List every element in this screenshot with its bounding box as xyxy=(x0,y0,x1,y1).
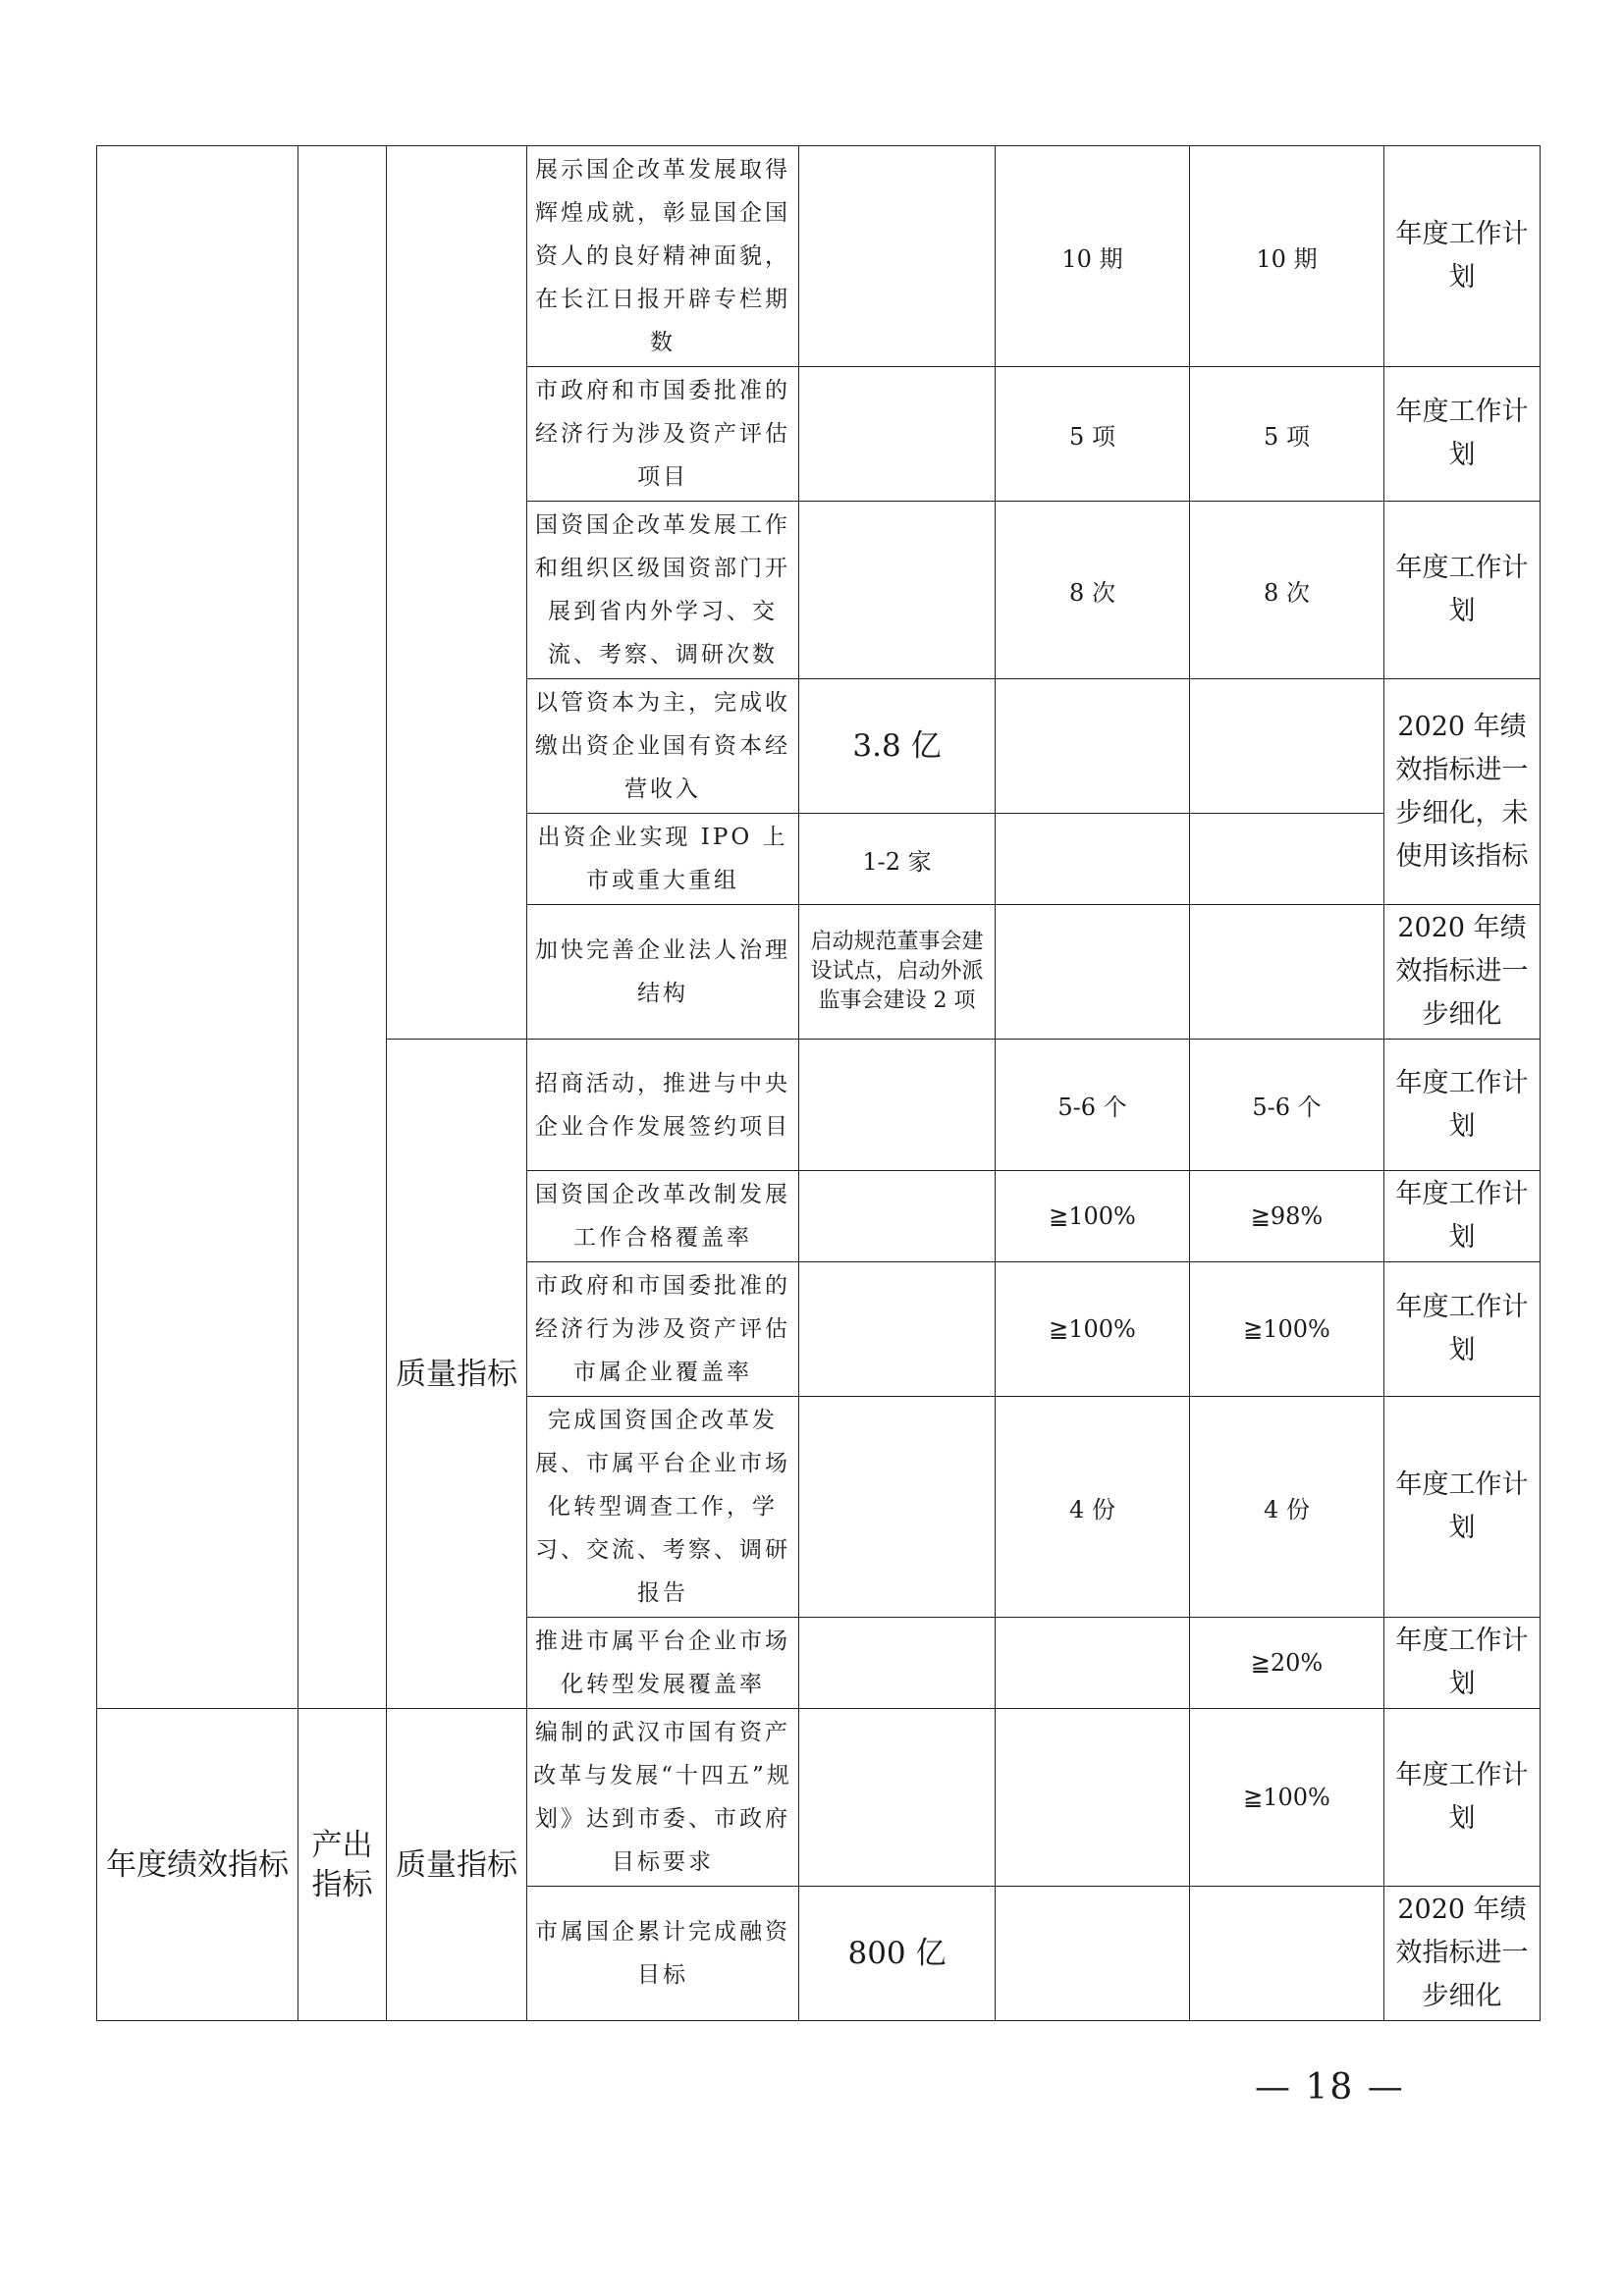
indicator-desc: 推进市属平台企业市场化转型发展覆盖率 xyxy=(527,1618,799,1709)
indicator-desc: 市政府和市国委批准的经济行为涉及资产评估市属企业覆盖率 xyxy=(527,1262,799,1397)
indicator-desc: 出资企业实现 IPO 上市或重大重组 xyxy=(527,814,799,905)
value-2019 xyxy=(799,1397,996,1618)
indicator-desc: 国资国企改革改制发展工作合格覆盖率 xyxy=(527,1171,799,1262)
value-2019 xyxy=(799,146,996,367)
target-2020 xyxy=(996,1887,1190,2021)
indicator-desc: 招商活动，推进与中央企业合作发展签约项目 xyxy=(527,1040,799,1171)
actual-value: 5-6 个 xyxy=(1190,1040,1384,1171)
indicator-desc: 加快完善企业法人治理结构 xyxy=(527,905,799,1040)
actual-value xyxy=(1190,679,1384,814)
actual-value: ≧100% xyxy=(1190,1709,1384,1887)
indicator-desc: 国资国企改革发展工作和组织区级国资部门开展到省内外学习、交流、考察、调研次数 xyxy=(527,502,799,679)
target-2020 xyxy=(996,1618,1190,1709)
performance-table xyxy=(96,145,1541,2021)
actual-value: ≧100% xyxy=(1190,1262,1384,1397)
quality-indicator-label: 质量指标 xyxy=(387,1709,527,2021)
value-2019: 3.8 亿 xyxy=(799,679,996,814)
indicator-desc: 市政府和市国委批准的经济行为涉及资产评估项目 xyxy=(527,367,799,502)
actual-value xyxy=(1190,814,1384,905)
target-2020: 4 份 xyxy=(996,1397,1190,1618)
actual-value: ≧20% xyxy=(1190,1618,1384,1709)
target-2020: 10 期 xyxy=(996,146,1190,367)
indicator-desc: 完成国资国企改革发展、市属平台企业市场化转型调查工作，学习、交流、考察、调研报告 xyxy=(527,1397,799,1618)
actual-value xyxy=(1190,1887,1384,2021)
target-2020 xyxy=(996,814,1190,905)
level2-cell xyxy=(298,146,387,1709)
value-2019 xyxy=(799,1040,996,1171)
level3-cell xyxy=(387,146,527,1040)
actual-value: 8 次 xyxy=(1190,502,1384,679)
actual-value: ≧98% xyxy=(1190,1171,1384,1262)
target-2020: 8 次 xyxy=(996,502,1190,679)
source-cell: 年度工作计划 xyxy=(1384,1709,1541,1887)
indicator-desc: 展示国企改革发展取得辉煌成就，彰显国企国资人的良好精神面貌，在长江日报开辟专栏期数 xyxy=(527,146,799,367)
value-2019: 启动规范董事会建设试点，启动外派监事会建设 2 项 xyxy=(799,905,996,1040)
indicator-desc: 市属国企累计完成融资目标 xyxy=(527,1887,799,2021)
output-indicator-label: 产出指标 xyxy=(298,1709,387,2021)
level1-cell xyxy=(97,146,298,1709)
value-2019: 800 亿 xyxy=(799,1887,996,2021)
value-2019 xyxy=(799,367,996,502)
value-2019 xyxy=(799,502,996,679)
actual-value xyxy=(1190,905,1384,1040)
source-cell: 2020 年绩效指标进一步细化，未使用该指标 xyxy=(1384,679,1541,905)
indicator-desc: 编制的武汉市国有资产改革与发展“十四五”规划》达到市委、市政府目标要求 xyxy=(527,1709,799,1887)
actual-value: 5 项 xyxy=(1190,367,1384,502)
table-row xyxy=(97,146,1541,367)
annual-performance-indicator-label: 年度绩效指标 xyxy=(97,1709,298,2021)
source-cell: 年度工作计划 xyxy=(1384,1397,1541,1618)
value-2019 xyxy=(799,1262,996,1397)
actual-value: 10 期 xyxy=(1190,146,1384,367)
actual-value: 4 份 xyxy=(1190,1397,1384,1618)
target-2020: ≧100% xyxy=(996,1171,1190,1262)
target-2020 xyxy=(996,905,1190,1040)
target-2020 xyxy=(996,1709,1190,1887)
target-2020: ≧100% xyxy=(996,1262,1190,1397)
value-2019 xyxy=(799,1709,996,1887)
source-cell: 年度工作计划 xyxy=(1384,1618,1541,1709)
source-cell: 年度工作计划 xyxy=(1384,146,1541,367)
target-2020: 5-6 个 xyxy=(996,1040,1190,1171)
source-cell: 年度工作计划 xyxy=(1384,1171,1541,1262)
source-cell: 年度工作计划 xyxy=(1384,502,1541,679)
quality-indicator-label: 质量指标 xyxy=(387,1040,527,1709)
target-2020: 5 项 xyxy=(996,367,1190,502)
source-cell: 2020 年绩效指标进一步细化 xyxy=(1384,905,1541,1040)
source-cell: 年度工作计划 xyxy=(1384,367,1541,502)
table-row xyxy=(97,1709,1541,1887)
source-cell: 年度工作计划 xyxy=(1384,1040,1541,1171)
source-cell: 2020 年绩效指标进一步细化 xyxy=(1384,1887,1541,2021)
page-number: — 18 — xyxy=(1255,2067,1405,2108)
value-2019: 1-2 家 xyxy=(799,814,996,905)
value-2019 xyxy=(799,1618,996,1709)
target-2020 xyxy=(996,679,1190,814)
source-cell: 年度工作计划 xyxy=(1384,1262,1541,1397)
value-2019 xyxy=(799,1171,996,1262)
indicator-desc: 以管资本为主，完成收缴出资企业国有资本经营收入 xyxy=(527,679,799,814)
